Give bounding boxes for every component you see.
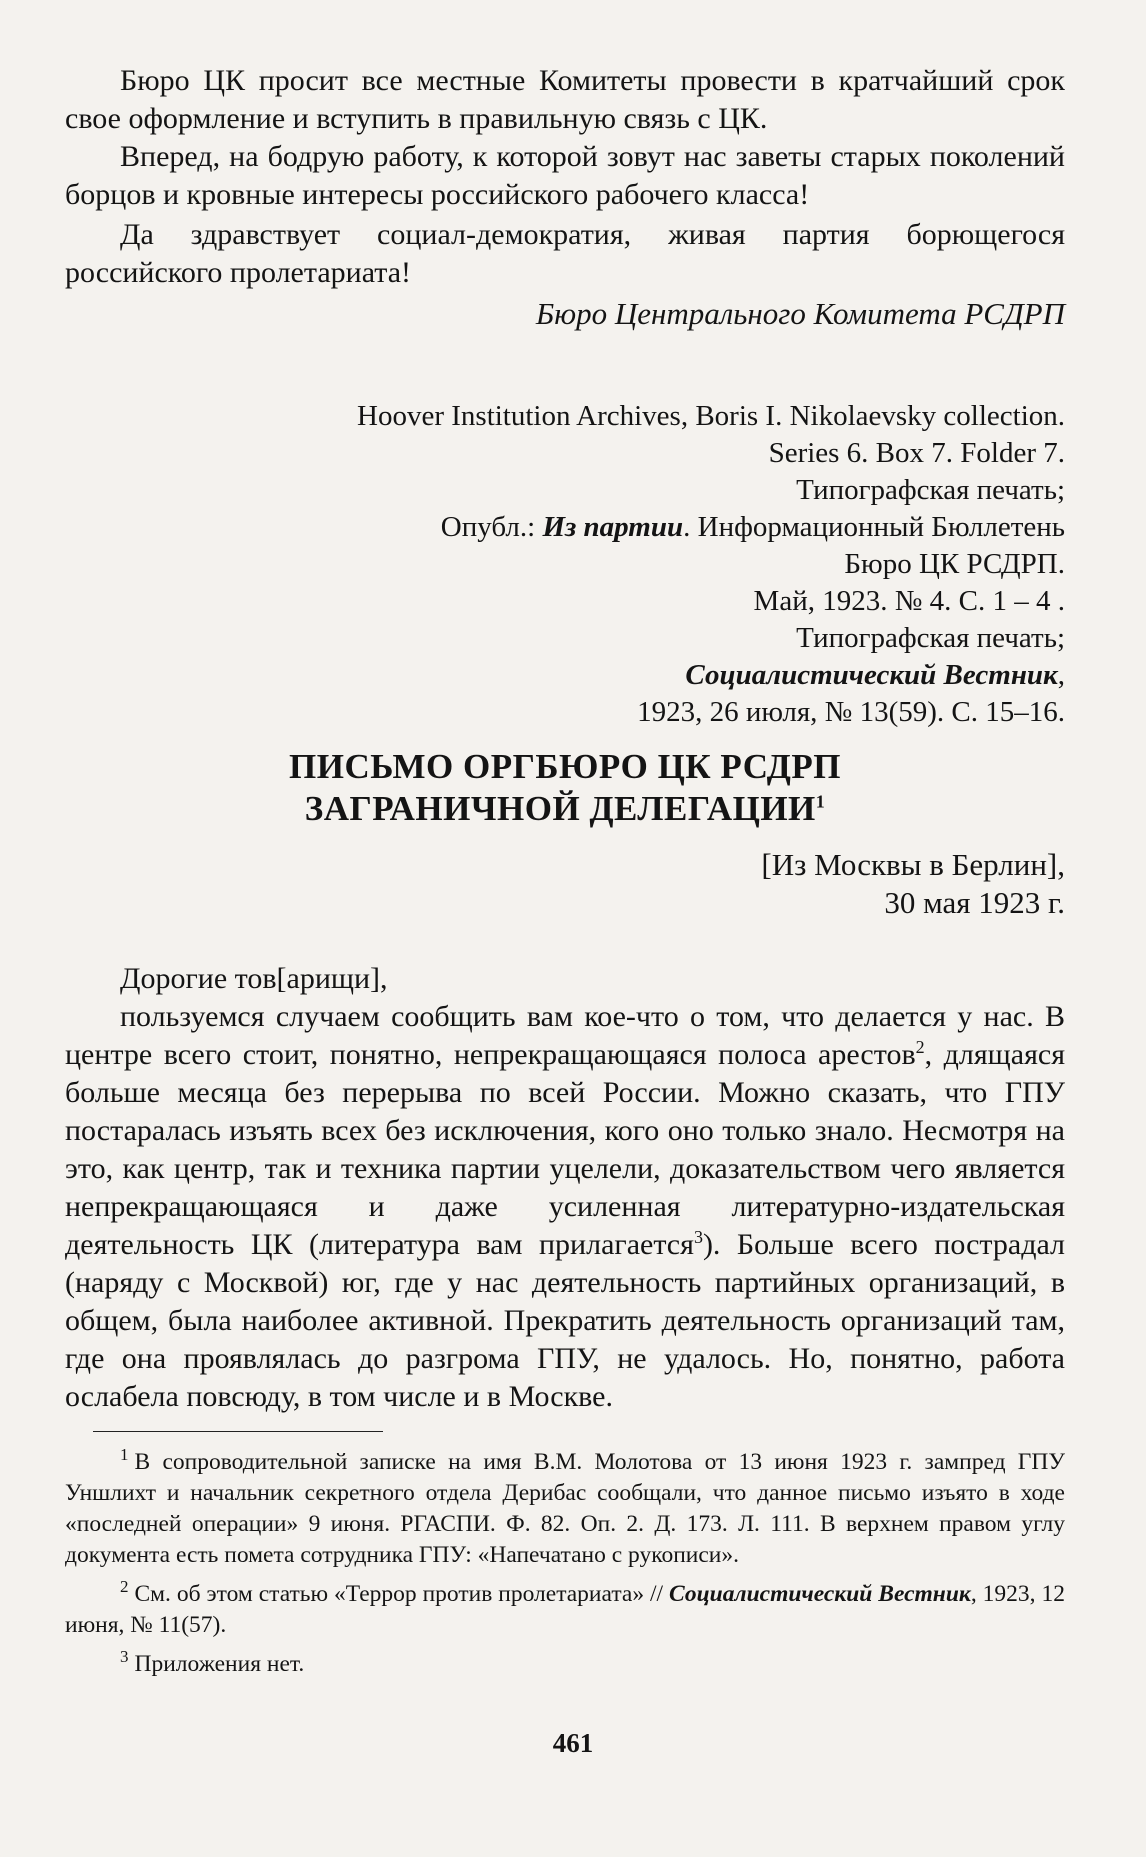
publication-title: Социалистический Вестник — [669, 1581, 971, 1607]
footnote-ref: 2 — [915, 1037, 925, 1057]
heading-line: ЗАГРАНИЧНОЙ ДЕЛЕГАЦИИ$^1$ — [304, 789, 826, 828]
source-line: 1923, 26 июля, № 13(59). С. 15–16. — [637, 696, 1065, 728]
source-suffix: , — [1057, 659, 1065, 691]
footnote-ref: 1 — [815, 791, 826, 812]
date: 30 мая 1923 г. — [884, 885, 1065, 920]
source-line: Типографская печать; — [796, 474, 1065, 506]
greeting: Дорогие тов[арищи], — [120, 962, 388, 995]
footnote-ref: 3 — [693, 1227, 703, 1247]
footnote: $^2$ См. об этом статью «Террор против пролетариата» // Социалистический Вестник, 1923, 12 июня, № 11(57). — [65, 1577, 1065, 1638]
page-number: 461 — [552, 1728, 594, 1758]
source-line — [65, 509, 1065, 546]
publication-title: Социалистический Вестник — [685, 659, 1058, 691]
paragraph: Бюро ЦК просит все местные Комитеты провести в кратчайший срок свое оформление и вступить в правильную связь с ЦК. — [65, 64, 1065, 135]
source-line — [65, 657, 1065, 694]
previous-letter-ending — [65, 62, 1065, 334]
source-line: Типографская печать; — [796, 622, 1065, 654]
place: [Из Москвы в Берлин], — [761, 847, 1065, 882]
source-note — [65, 398, 1065, 731]
footnote: $^1$ В сопроводительной записке на имя В.М. Молотова от 13 июня 1923 г. зампред ГПУ Уншлихт и начальник секретного отдела Дерибас сообщали, что данное письмо изъято в ходе «последней операции» 9 июня. РГАСПИ. Ф. 82. Оп. 2. Д. 173. Л. 111. В верхнем правом углу документа есть помета сотрудника ГПУ: «Напечатано с рукописи». — [65, 1445, 1065, 1568]
source-suffix: . Информационный Бюллетень — [683, 511, 1065, 543]
source-line: Май, 1923. № 4. С. 1 – 4 . — [753, 585, 1065, 617]
source-line: Hoover Institution Archives, Boris I. Nikolaevsky collection. — [357, 400, 1065, 432]
paragraph: Вперед, на бодрую работу, к которой зовут нас заветы старых поколений борцов и кровные интересы российского рабочего класса! — [65, 140, 1065, 211]
document-heading — [65, 746, 1065, 830]
source-line: Series 6. Box 7. Folder 7. — [768, 437, 1065, 469]
footnote: $^3$ Приложения нет. — [120, 1647, 305, 1677]
source-prefix: Опубл.: — [440, 511, 543, 543]
place-date — [65, 846, 1065, 922]
source-line: Бюро ЦК РСДРП. — [844, 548, 1065, 580]
heading-line: ПИСЬМО ОРГБЮРО ЦК РСДРП — [289, 747, 841, 786]
footnotes — [65, 1447, 1065, 1680]
letter-body — [65, 960, 1065, 1416]
footnote-divider — [93, 1431, 383, 1432]
paragraph: пользуемся случаем сообщить вам кое-что о том, что делается у нас. В центре всего стоит, понятно, непрекращающаяся полоса арестов$^2$, длящаяся больше месяца без перерыва по всей России. Можно сказать, что ГПУ постаралась изъять всех без исключения, кого оно только знало. Несмотря на это, как центр, так и техника партии уцелели, доказательством чего является непрекращающаяся и даже усиленная литературно-издательская деятельность ЦК (литература вам прилагается$^3$). Больше всего пострадал (наряду с Москвой) юг, где у нас деятельность партийных организаций, в общем, была наиболее активной. Прекратить деятельность организаций там, где она проявлялась до разгрома ГПУ, не удалось. Но, понятно, работа ослабела повсюду, в том числе и в Москве. — [65, 1000, 1066, 1413]
publication-title: Из партии — [542, 511, 684, 543]
paragraph: Да здравствует социал-демократия, живая партия борющегося российского пролетариата! — [65, 218, 1065, 289]
signature: Бюро Центрального Комитета РСДРП — [535, 296, 1065, 331]
